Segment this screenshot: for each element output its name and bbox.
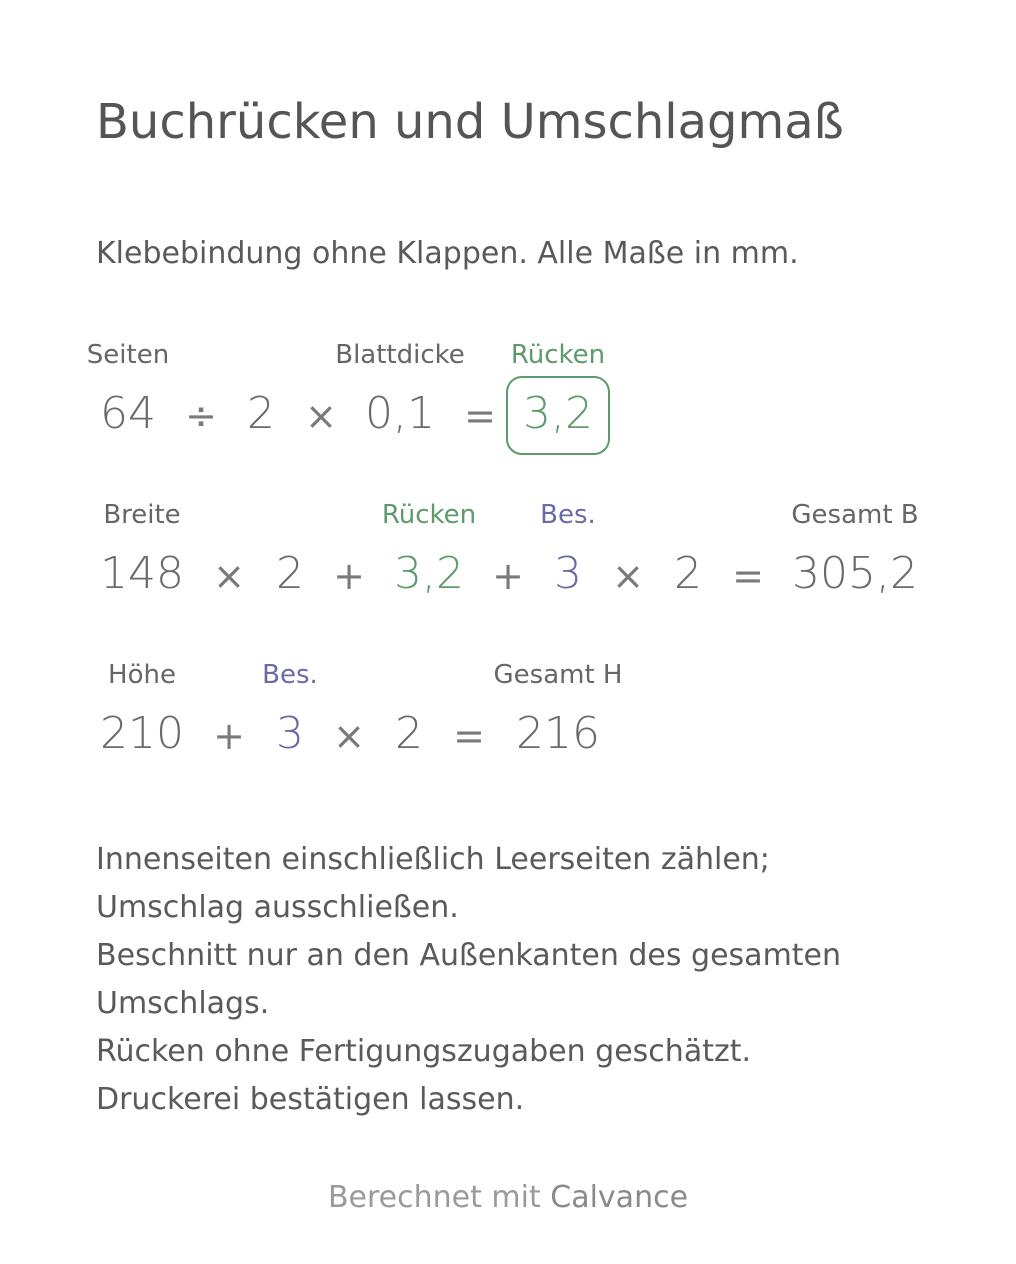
label-spine: Rücken [381, 500, 477, 530]
value-two: 2 [247, 388, 275, 439]
value-two: 2 [276, 548, 304, 599]
value-two: 2 [674, 548, 702, 599]
operator-multiply: × [612, 554, 644, 598]
value-pages: 64 [100, 388, 156, 439]
operator-plus: + [333, 554, 365, 598]
footer [0, 1180, 1016, 1215]
operator-equals: = [464, 394, 496, 438]
value-total-width: 305,2 [792, 548, 918, 599]
operator-plus: + [492, 554, 524, 598]
value-spine-result: 3,2 [523, 388, 593, 439]
note-line: Rücken ohne Fertigungszugaben geschätzt. [96, 1034, 752, 1069]
label-bleed: Bes. [262, 660, 318, 690]
label-height: Höhe [108, 660, 176, 690]
value-sheet-thickness: 0,1 [365, 388, 435, 439]
page-subtitle: Klebebindung ohne Klappen. Alle Maße in mm. [96, 236, 799, 271]
label-sheet-thickness: Blattdicke [335, 340, 465, 370]
operator-multiply: × [213, 554, 245, 598]
note-line: Beschnitt nur an den Außenkanten des gesamten [96, 938, 842, 973]
label-width: Breite [103, 500, 181, 530]
operator-equals: = [453, 714, 485, 758]
label-total-height: Gesamt H [493, 660, 623, 690]
note-line: Innenseiten einschließlich Leerseiten zählen; [96, 842, 770, 877]
note-line: Umschlags. [96, 986, 270, 1021]
value-width: 148 [100, 548, 184, 599]
value-bleed: 3 [554, 548, 582, 599]
page-title: Buchrücken und Umschlagmaß [96, 94, 844, 150]
operator-equals: = [732, 554, 764, 598]
note-line: Umschlag ausschließen. [96, 890, 459, 925]
value-height: 210 [100, 708, 184, 759]
label-bleed: Bes. [540, 500, 596, 530]
label-pages: Seiten [86, 340, 170, 370]
label-total-width: Gesamt B [791, 500, 919, 530]
value-bleed: 3 [276, 708, 304, 759]
footer-prefix: Berechnet mit [327, 1180, 541, 1215]
operator-multiply: × [305, 394, 337, 438]
value-total-height: 216 [516, 708, 600, 759]
operator-multiply: × [333, 714, 365, 758]
note-line: Druckerei bestätigen lassen. [96, 1082, 525, 1117]
value-two: 2 [395, 708, 423, 759]
operator-divide: ÷ [185, 394, 217, 438]
notes [96, 836, 926, 1124]
operator-plus: + [213, 714, 245, 758]
footer-brand-link[interactable]: Calvance [550, 1180, 689, 1215]
label-spine-result: Rücken [510, 340, 606, 370]
value-spine: 3,2 [394, 548, 464, 599]
